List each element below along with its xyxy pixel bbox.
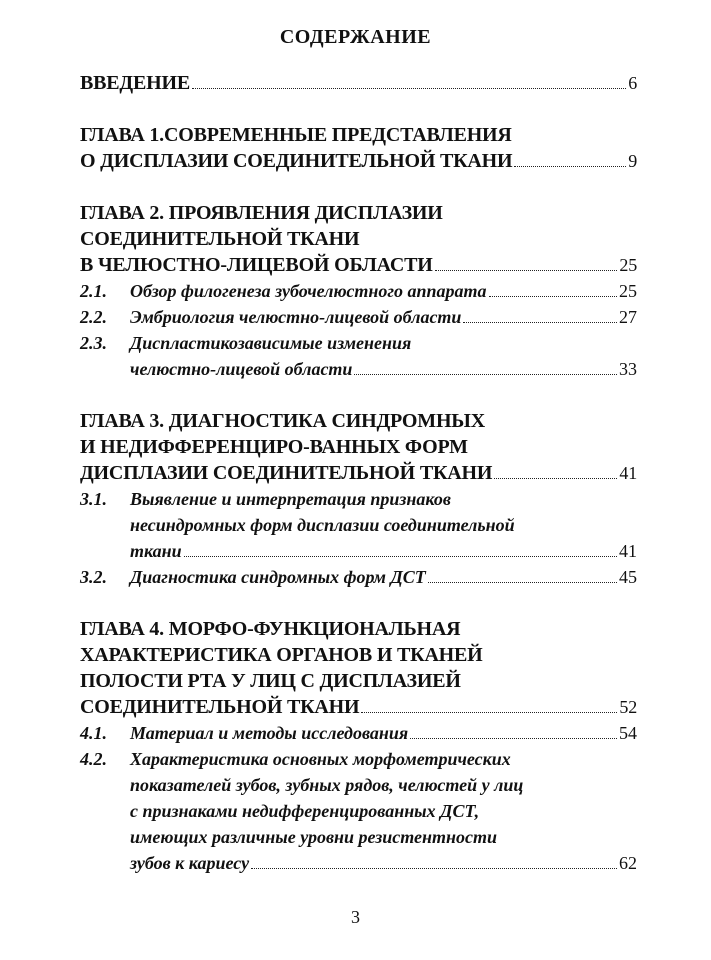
section-number: 2.3. (80, 333, 107, 353)
dot-leader (428, 582, 617, 583)
toc-chapter-2[interactable] (80, 200, 637, 278)
toc-section-4-1[interactable]: 4.1. Материал и методы исследования 54 (80, 720, 637, 746)
dot-leader (410, 738, 617, 739)
toc-page-number: 41 (619, 463, 637, 483)
toc-chapter-title-line: ХАРАКТЕРИСТИКА ОРГАНОВ И ТКАНЕЙ (80, 644, 483, 666)
toc-chapter-3[interactable] (80, 408, 637, 486)
toc-chapter-title-line: ДИСПЛАЗИИ СОЕДИНИТЕЛЬНОЙ ТКАНИ 41 (80, 462, 637, 484)
toc-page-number: 9 (628, 151, 637, 171)
toc-chapter-title-line: ГЛАВА 2. ПРОЯВЛЕНИЯ ДИСПЛАЗИИ (80, 202, 443, 224)
dot-leader (463, 322, 617, 323)
toc-chapter-title-line: О ДИСПЛАЗИИ СОЕДИНИТЕЛЬНОЙ ТКАНИ 9 (80, 150, 637, 172)
toc-chapter-title-line: И НЕДИФФЕРЕНЦИРО-ВАННЫХ ФОРМ (80, 436, 468, 458)
toc-page-number: 25 (619, 281, 637, 301)
toc-page-number: 25 (619, 255, 637, 275)
toc-page-number: 41 (619, 541, 637, 561)
toc-chapter-1[interactable] (80, 122, 637, 174)
toc-section-2-2[interactable]: 2.2. Эмбриология челюстно-лицевой области 27 (80, 304, 637, 330)
toc-page-number: 54 (619, 723, 637, 743)
dot-leader (489, 296, 617, 297)
toc-chapter-title-line: ГЛАВА 4. МОРФО-ФУНКЦИОНАЛЬНАЯ (80, 618, 461, 640)
dot-leader (361, 712, 617, 713)
dot-leader (494, 478, 617, 479)
toc-section-4-2[interactable]: 4.2. Характеристика основных морфометрических показателей зубов, зубных рядов, челюстей у лиц с признаками недифференцированных ДСТ, имеющих различные уровни резистентности зубов к кариесу 62 (80, 746, 637, 876)
toc-page-number: 52 (619, 697, 637, 717)
toc-chapter-title-line: ПОЛОСТИ РТА У ЛИЦ С ДИСПЛАЗИЕЙ (80, 670, 461, 692)
dot-leader (354, 374, 617, 375)
section-number: 4.1. (80, 723, 107, 743)
toc-page-number: 27 (619, 307, 637, 327)
dot-leader (251, 868, 617, 869)
section-number: 3.1. (80, 489, 107, 509)
toc-chapter-title-line: ГЛАВА 1.СОВРЕМЕННЫЕ ПРЕДСТАВЛЕНИЯ (80, 124, 512, 146)
toc-entry-introduction[interactable] (80, 70, 637, 96)
dot-leader (435, 270, 618, 271)
toc-page-number: 62 (619, 853, 637, 873)
section-number: 3.2. (80, 567, 107, 587)
dot-leader (192, 88, 626, 89)
dot-leader (184, 556, 617, 557)
section-number: 2.2. (80, 307, 107, 327)
page-title: СОДЕРЖАНИЕ (279, 26, 432, 48)
toc-chapter-title-line: СОЕДИНИТЕЛЬНОЙ ТКАНИ 52 (80, 696, 637, 718)
toc-chapter-4[interactable] (80, 616, 637, 720)
section-number: 4.2. (80, 749, 107, 769)
toc-section-3-1[interactable]: 3.1. Выявление и интерпретация признаков несиндромных форм дисплазии соединительной ткани 41 (80, 486, 637, 564)
toc-section-3-2[interactable]: 3.2. Диагностика синдромных форм ДСТ 45 (80, 564, 637, 590)
toc-page-number: 6 (628, 73, 637, 93)
toc-chapter-title-line: СОЕДИНИТЕЛЬНОЙ ТКАНИ (80, 228, 360, 250)
toc-page-number: 33 (619, 359, 637, 379)
dot-leader (514, 166, 626, 167)
toc-chapter-title-line: ГЛАВА 3. ДИАГНОСТИКА СИНДРОМНЫХ (80, 410, 485, 432)
table-of-contents (80, 70, 637, 876)
toc-section-2-3[interactable]: 2.3. Диспластикозависимые изменения челюстно-лицевой области 33 (80, 330, 637, 382)
page-number: 3 (351, 907, 360, 927)
toc-entry-label: ВВЕДЕНИЕ (80, 72, 190, 94)
toc-section-2-1[interactable]: 2.1. Обзор филогенеза зубочелюстного аппарата 25 (80, 278, 637, 304)
section-number: 2.1. (80, 281, 107, 301)
toc-chapter-title-line: В ЧЕЛЮСТНО-ЛИЦЕВОЙ ОБЛАСТИ 25 (80, 254, 637, 276)
toc-page-number: 45 (619, 567, 637, 587)
